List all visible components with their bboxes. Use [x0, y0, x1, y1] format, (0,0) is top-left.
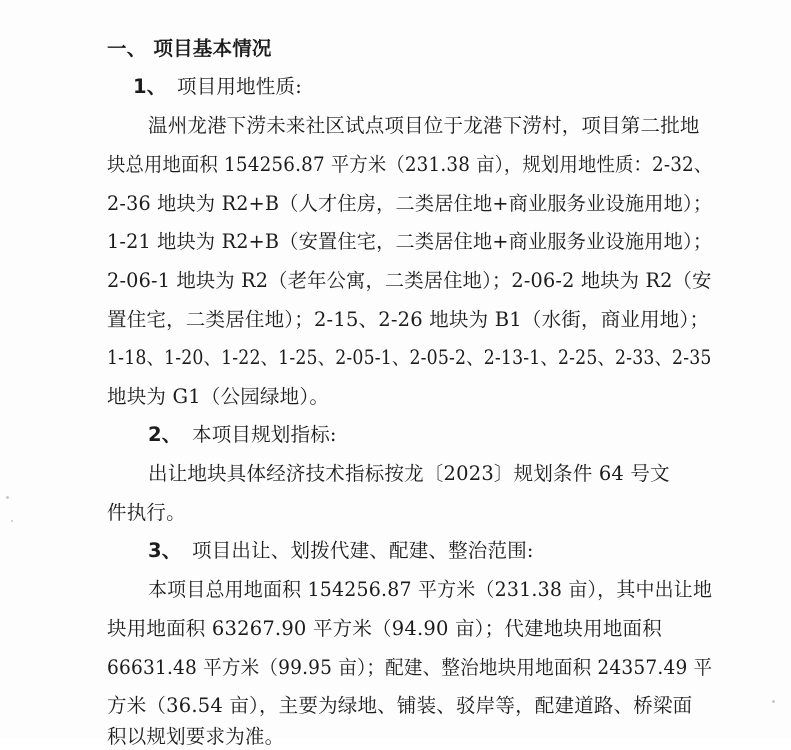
subsection-3-number: 3、	[148, 539, 182, 562]
scan-speck	[11, 520, 13, 522]
section-heading: 一、 项目基本情况	[107, 37, 272, 60]
paragraph-line: 温州龙港下涝未来社区试点项目位于龙港下涝村，项目第二批地	[148, 114, 700, 137]
subsection-3-heading	[148, 538, 534, 564]
subsection-2-heading	[148, 422, 337, 448]
paragraph-line: 1-21 地块为 R2+B（安置住宅，二类居住地+商业服务业设施用地）；	[107, 230, 713, 253]
paragraph-line: 积以规划要求为准。	[107, 725, 285, 748]
paragraph-line: 块用地面积 63267.90 平方米（94.90 亩）；代建地块用地面积	[107, 617, 662, 640]
paragraph-line: 66631.48 平方米（99.95 亩）；配建、整治地块用地面积 24357.49 平	[107, 656, 713, 679]
paragraph-line: 出让地块具体经济技术指标按龙〔2023〕规划条件 64 号文	[148, 462, 670, 485]
subsection-2-title: 本项目规划指标:	[192, 423, 337, 446]
paragraph-line: 2-36 地块为 R2+B（人才住房，二类居住地+商业服务业设施用地）；	[107, 192, 713, 215]
subsection-2-number: 2、	[148, 423, 182, 446]
paragraph-line: 块总用地面积 154256.87 平方米（231.38 亩），规划用地性质：2-32、	[107, 153, 713, 176]
paragraph-line: 1-18、1-20、1-22、1-25、2-05-1、2-05-2、2-13-1、2-25、2-33、2-35	[107, 346, 712, 369]
paragraph-line: 2-06-1 地块为 R2（老年公寓，二类居住地）；2-06-2 地块为 R2（安	[107, 269, 712, 292]
subsection-1-number: 1、	[133, 75, 167, 98]
paragraph-line: 件执行。	[107, 501, 186, 524]
paragraph-line: 方米（36.54 亩），主要为绿地、铺装、驳岸等，配建道路、桥梁面	[107, 694, 693, 717]
scan-speck	[6, 496, 9, 499]
subsection-1-title: 项目用地性质:	[177, 75, 302, 98]
subsection-3-title: 项目出让、划拨代建、配建、整治范围:	[192, 539, 534, 562]
paragraph-line: 本项目总用地面积 154256.87 平方米（231.38 亩），其中出让地	[148, 578, 713, 601]
scan-speck	[772, 700, 775, 703]
paragraph-line: 地块为 G1（公园绿地）。	[107, 385, 330, 408]
paragraph-line: 置住宅，二类居住地）；2-15、2-26 地块为 B1（水街，商业用地）；	[107, 308, 710, 331]
subsection-1-heading	[133, 74, 302, 100]
